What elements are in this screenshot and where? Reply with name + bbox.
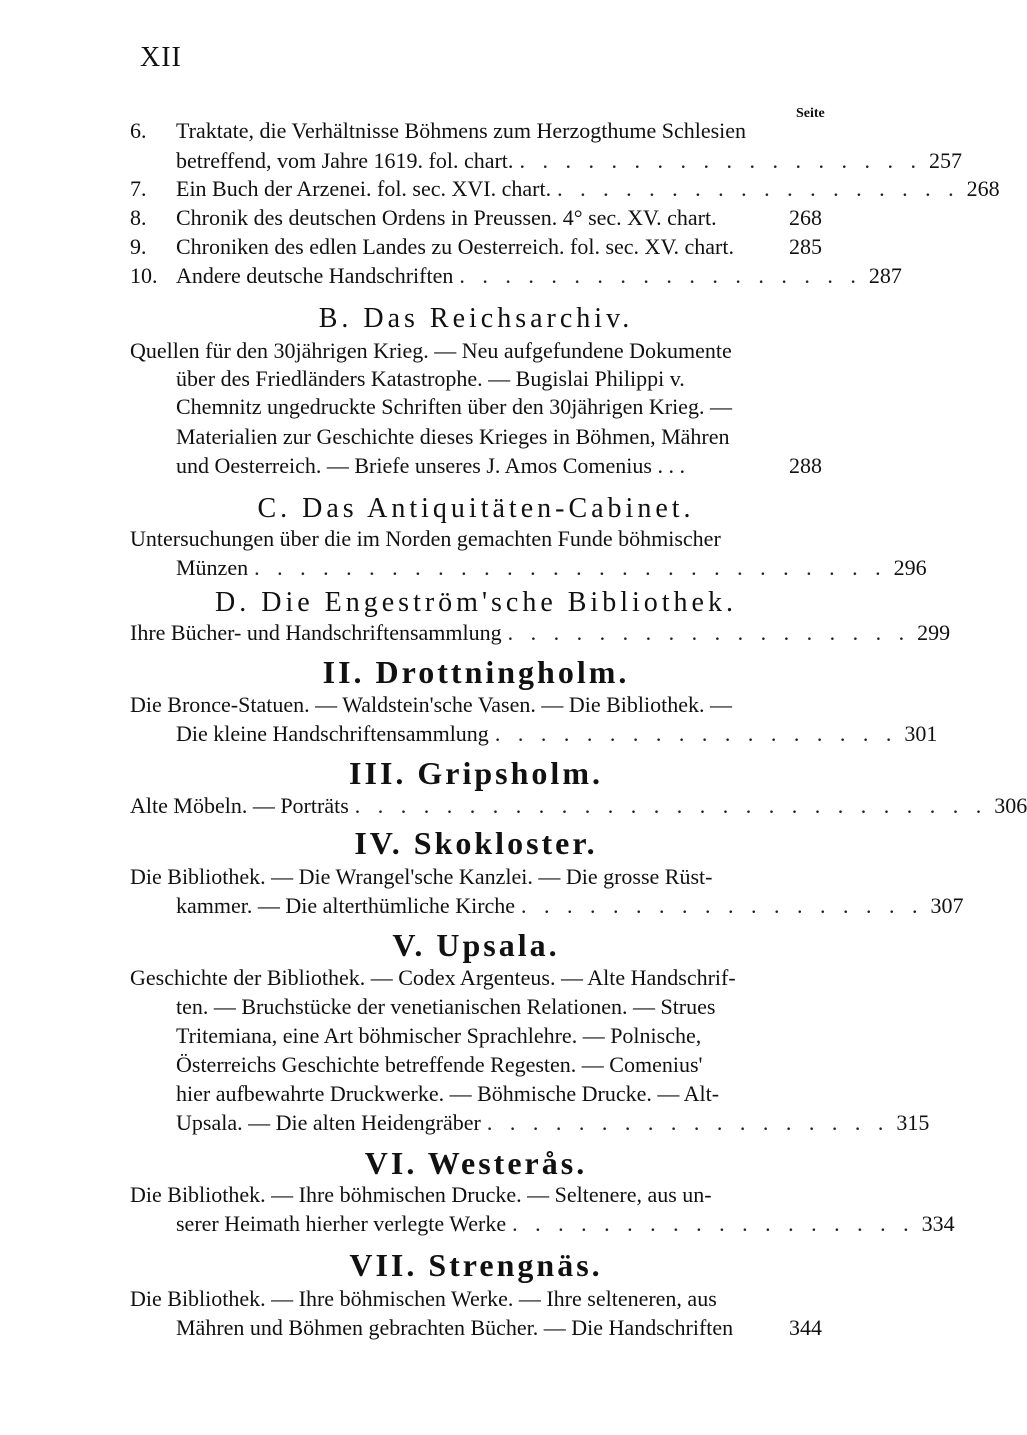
section-text-line: ten. — Bruchstücke der venetianischen Relationen. — Strues (176, 994, 716, 1019)
section-text-line: Die Bibliothek. — Ihre böhmischen Drucke. — Seltenere, aus un- (130, 1182, 712, 1207)
section-heading-antiquitaeten-cabinet: C. Das Antiquitäten-Cabinet. (257, 493, 695, 524)
section-text-line: Geschichte der Bibliothek. — Codex Argenteus. — Alte Handschrif- (130, 965, 736, 990)
section-text-line: Österreichs Geschichte betreffende Regesten. — Comenius' (176, 1052, 703, 1077)
section-text-line: Tritemiana, eine Art böhmischer Sprachlehre. — Polnische, (176, 1023, 702, 1048)
section-text-line: Die Bibliothek. — Ihre böhmischen Werke. — Ihre selteneren, aus (130, 1286, 717, 1311)
toc-entry-10 (130, 261, 902, 291)
toc-entry-6-continued (130, 146, 962, 176)
entry-text: Ein Buch der Arzenei. fol. sec. XVI. chart. (176, 176, 552, 201)
section-heading-strengnaes: VII. Strengnäs. (349, 1247, 603, 1283)
entry-page: 268 (789, 205, 822, 230)
toc-entry-7 (130, 174, 1000, 204)
toc-entry-8 (130, 203, 822, 233)
section-heading-westeras: VI. Westerås. (364, 1145, 588, 1181)
entry-page: 334 (921, 1211, 955, 1236)
section-text-last-line (176, 553, 927, 583)
entry-text: Alte Möbeln. — Porträts (130, 793, 349, 818)
section-text-last-line (176, 891, 964, 921)
section-text-line: Untersuchungen über die im Norden gemachten Funde böhmischer (130, 526, 721, 551)
section-heading-skokloster: IV. Skokloster. (354, 825, 598, 861)
entry-page: 299 (917, 620, 951, 645)
section-text-line: Chemnitz ungedruckte Schriften über den 30jährigen Krieg. — (176, 394, 732, 419)
section-text-last-line (176, 451, 822, 481)
section-text-last-line (130, 618, 951, 648)
section-text-line: Materialien zur Geschichte dieses Krieges in Böhmen, Mähren (176, 424, 730, 449)
entry-text: Chronik des deutschen Ordens in Preussen. 4° sec. XV. chart. (176, 205, 717, 230)
section-text-line: Quellen für den 30jährigen Krieg. — Neu aufgefundene Dokumente (130, 338, 732, 363)
entry-text: Upsala. — Die alten Heidengräber (176, 1110, 481, 1135)
leader-dots: . . . . . . . . . . . . . . . . . . . . . . . . . . . . (354, 793, 988, 818)
section-text-last-line (176, 1108, 930, 1138)
leader-dots: . . . . . . . . . . . . . . . . . . (494, 721, 898, 746)
entry-number: 8. (130, 205, 147, 230)
section-text-last-line (176, 719, 938, 749)
page-column-label: Seite (796, 106, 825, 121)
entry-page: 285 (789, 234, 822, 259)
leader-dots: . . . . . . . . . . . . . . . . . . (521, 893, 924, 918)
section-text-last-line (130, 791, 1027, 821)
section-heading-drottningholm: II. Drottningholm. (322, 654, 630, 690)
section-text-line: hier aufbewahrte Druckwerke. — Böhmische Drucke. — Alt- (176, 1081, 720, 1106)
entry-text: Andere deutsche Handschriften (176, 263, 454, 288)
section-heading-reichsarchiv: B. Das Reichsarchiv. (318, 303, 634, 334)
entry-number: 7. (130, 176, 147, 201)
entry-text: Ihre Bücher- und Handschriftensammlung (130, 620, 502, 645)
entry-page: 315 (896, 1110, 930, 1135)
entry-text: Mähren und Böhmen gebrachten Bücher. — Die Handschriften (176, 1315, 734, 1340)
entry-number: 6. (130, 118, 147, 143)
entry-page: 288 (789, 453, 822, 478)
entry-page: 257 (928, 148, 962, 173)
section-heading-upsala: V. Upsala. (392, 927, 560, 963)
entry-page: 301 (904, 721, 938, 746)
entry-text: kammer. — Die alterthümliche Kirche (176, 893, 516, 918)
leader-dots: . . . . . . . . . . . . . . . . . . . . . . . . . . . . (254, 555, 887, 580)
section-text-last-line (176, 1209, 955, 1239)
entry-number: 9. (130, 234, 147, 259)
leader-dots: . . . . . . . . . . . . . . . . . . (459, 263, 862, 288)
entry-page: 287 (868, 263, 902, 288)
section-text-line: über des Friedländers Katastrophe. — Bugislai Philippi v. (176, 366, 685, 391)
section-text-line: Die Bronce-Statuen. — Waldstein'sche Vasen. — Die Bibliothek. — (130, 692, 732, 717)
toc-entry-6 (130, 116, 822, 146)
page-number: XII (140, 42, 182, 73)
leader-dots: . . . . . . . . . . . . . . . . . . (557, 176, 960, 201)
leader-dots: . . . . . . . . . . . . . . . . . . (519, 148, 922, 173)
entry-page: 307 (930, 893, 964, 918)
entry-page: 306 (994, 793, 1027, 818)
toc-entry-9 (130, 232, 822, 262)
entry-text: Chroniken des edlen Landes zu Oesterreich. fol. sec. XV. chart. (176, 234, 734, 259)
section-heading-engestroem-bibliothek: D. Die Engeström'sche Bibliothek. (215, 587, 737, 618)
entry-text: serer Heimath hierher verlegte Werke (176, 1211, 507, 1236)
section-text-line: Die Bibliothek. — Die Wrangel'sche Kanzlei. — Die grosse Rüst- (130, 864, 713, 889)
entry-text: betreffend, vom Jahre 1619. fol. chart. (176, 148, 514, 173)
entry-text: und Oesterreich. — Briefe unseres J. Amos Comenius . . . (176, 453, 685, 478)
leader-dots: . . . . . . . . . . . . . . . . . . (507, 620, 911, 645)
entry-text: Münzen (176, 555, 249, 580)
leader-dots: . . . . . . . . . . . . . . . . . . (512, 1211, 915, 1236)
section-heading-gripsholm: III. Gripsholm. (349, 755, 603, 791)
entry-page: 268 (966, 176, 1000, 201)
entry-text: Die kleine Handschriftensammlung (176, 721, 489, 746)
leader-dots: . . . . . . . . . . . . . . . . . . (486, 1110, 890, 1135)
entry-number: 10. (130, 263, 158, 288)
section-text-last-line (176, 1313, 822, 1343)
entry-text: Traktate, die Verhältnisse Böhmens zum Herzogthume Schlesien (176, 118, 747, 143)
entry-page: 344 (789, 1315, 822, 1340)
entry-page: 296 (893, 555, 927, 580)
